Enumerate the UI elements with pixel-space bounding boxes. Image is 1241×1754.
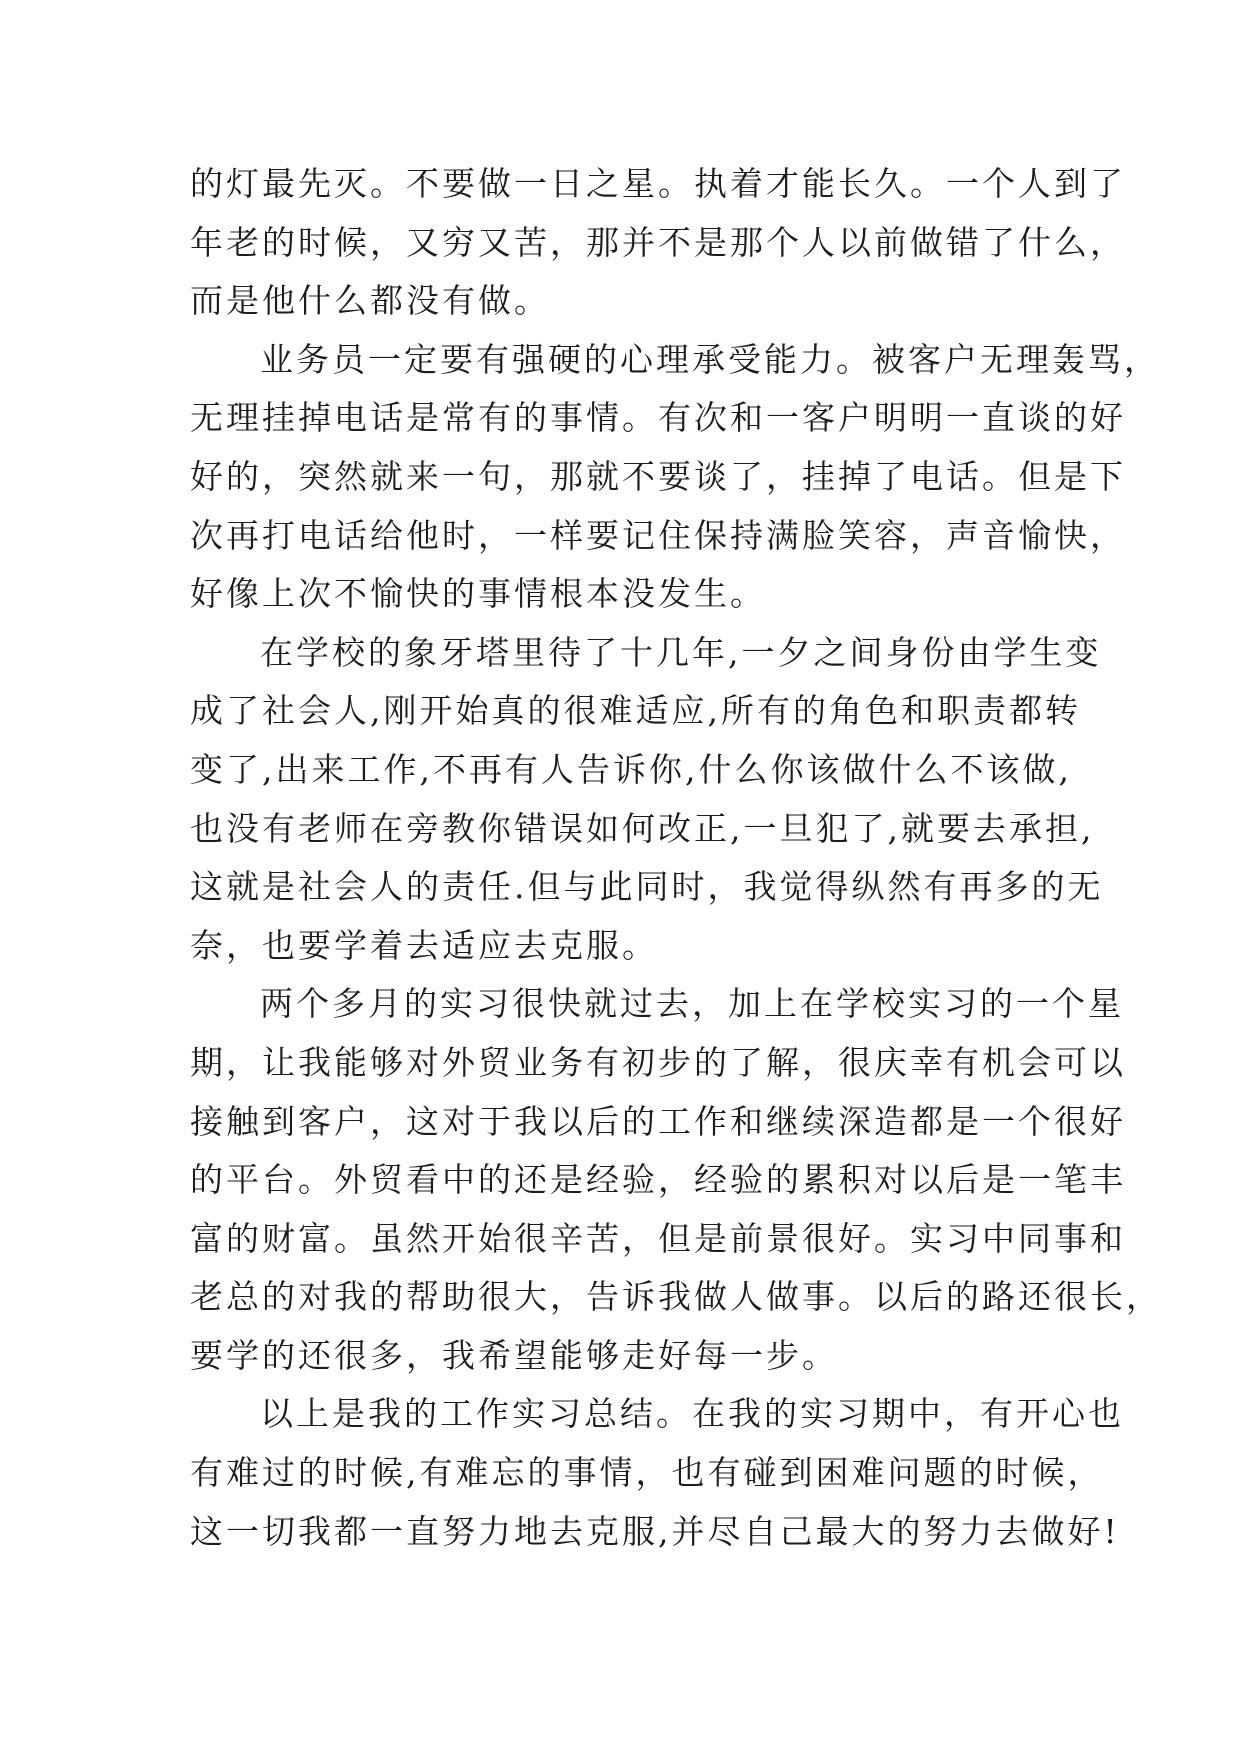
text-line: 次再打电话给他时，一样要记住保持满脸笑容，声音愉快，: [190, 515, 1126, 555]
text-line: 变了,出来工作,不再有人告诉你,什么你该做什么不该做,: [190, 749, 1072, 789]
text-line: 也没有老师在旁教你错误如何改正,一旦犯了,就要去承担,: [190, 808, 1095, 848]
text-line: 成了社会人,刚开始真的很难适应,所有的角色和职责都转: [190, 691, 1081, 731]
text-line: 两个多月的实习很快就过去，加上在学校实习的一个星: [260, 984, 1124, 1024]
text-line: 有难过的时候,有难忘的事情，也有碰到困难问题的时候，: [190, 1453, 1104, 1493]
text-line: 老总的对我的帮助很大，告诉我做人做事。以后的路还很长，: [190, 1277, 1162, 1317]
text-line: 期，让我能够对外贸业务有初步的了解，很庆幸有机会可以: [190, 1042, 1126, 1082]
text-line: 的灯最先灭。不要做一日之星。执着才能长久。一个人到了: [190, 164, 1126, 203]
text-line: 无理挂掉电话是常有的事情。有次和一客户明明一直谈的好: [190, 398, 1126, 438]
text-line: 在学校的象牙塔里待了十几年,一夕之间身份由学生变: [260, 632, 1102, 672]
text-line: 这一切我都一直努力地去克服,并尽自己最大的努力去做好!: [190, 1511, 1120, 1551]
text-line: 好像上次不愉快的事情根本没发生。: [190, 574, 766, 614]
text-line: 这就是社会人的责任.但与此同时，我觉得纵然有再多的无: [190, 867, 1104, 907]
text-line: 而是他什么都没有做。: [190, 281, 550, 321]
text-line: 富的财富。虽然开始很辛苦，但是前景很好。实习中同事和: [190, 1218, 1126, 1258]
text-line: 的平台。外贸看中的还是经验，经验的累积对以后是一笔丰: [190, 1160, 1126, 1200]
text-line: 业务员一定要有强硬的心理承受能力。被客户无理轰骂，: [260, 339, 1160, 379]
text-line: 要学的还很多，我希望能够走好每一步。: [190, 1335, 838, 1375]
document-body: [190, 155, 1162, 1561]
text-line: 好的，突然就来一句，那就不要谈了，挂掉了电话。但是下: [190, 456, 1126, 496]
text-line: 奈，也要学着去适应去克服。: [190, 925, 658, 965]
text-line: 接触到客户，这对于我以后的工作和继续深造都是一个很好: [190, 1101, 1126, 1141]
text-line: 以上是我的工作实习总结。在我的实习期中，有开心也: [260, 1394, 1124, 1434]
text-line: 年老的时候，又穷又苦，那并不是那个人以前做错了什么，: [190, 222, 1126, 262]
